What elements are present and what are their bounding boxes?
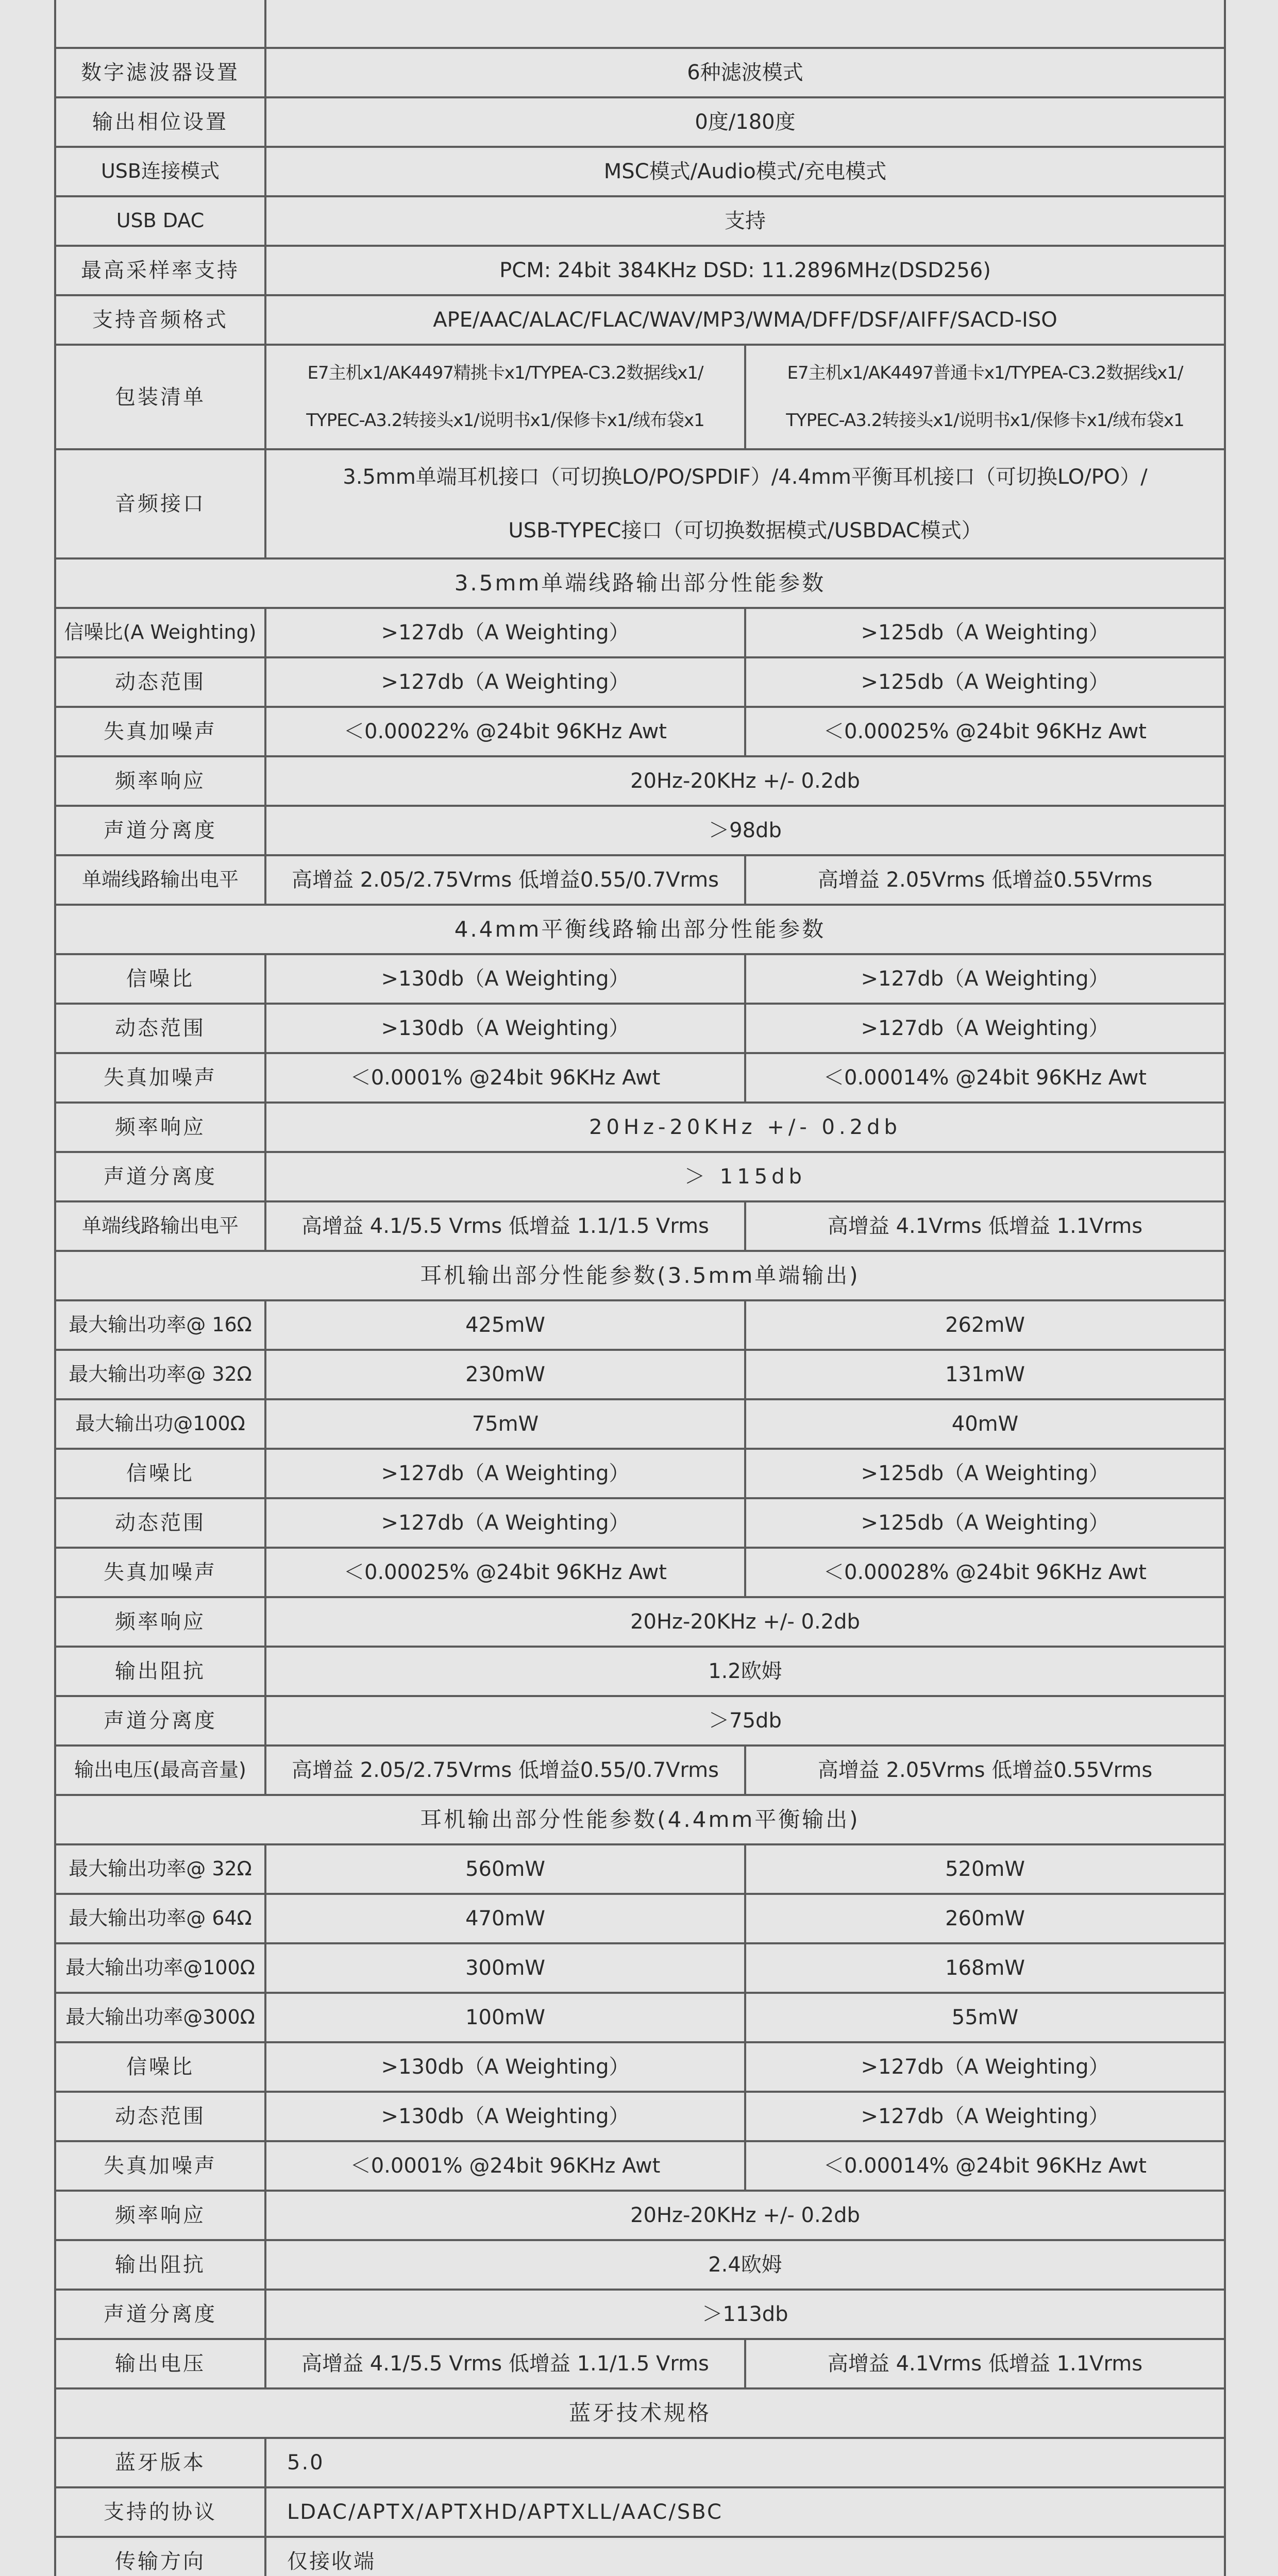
spec-label: 失真加噪声 xyxy=(55,1548,265,1597)
spec-label: USB DAC xyxy=(55,196,265,246)
table-row xyxy=(55,1943,1225,1993)
table-row xyxy=(55,1597,1225,1647)
table-row xyxy=(55,196,1225,246)
spec-value-variant-b: ＜0.00028% @24bit 96KHz Awt xyxy=(745,1548,1225,1597)
spec-label: USB连接模式 xyxy=(55,147,265,196)
section-header-row xyxy=(55,1795,1225,1844)
table-row xyxy=(55,1894,1225,1943)
spec-value-variant-a: 75mW xyxy=(265,1399,745,1449)
spec-value-variant-a: ＜0.0001% @24bit 96KHz Awt xyxy=(265,2141,745,2191)
spec-value: ＞ 115db xyxy=(265,1152,1225,1201)
packing-list-line: TYPEC-A3.2转接头x1/说明书x1/保修卡x1/绒布袋x1 xyxy=(306,410,704,431)
spec-value-variant-a: >130db（A Weighting） xyxy=(265,2092,745,2141)
spec-value-variant-a: 300mW xyxy=(265,1943,745,1993)
table-row xyxy=(55,2240,1225,2290)
table-row xyxy=(55,1053,1225,1103)
audio-ports-line: USB-TYPEC接口（可切换数据模式/USBDAC模式） xyxy=(508,519,982,543)
spec-value: 20Hz-20KHz +/- 0.2db xyxy=(265,1103,1225,1152)
table-row xyxy=(55,1647,1225,1696)
spec-label: 最大输出功率@ 32Ω xyxy=(55,1844,265,1894)
spec-value-variant-a: 高增益 2.05/2.75Vrms 低增益0.55/0.7Vrms xyxy=(265,1745,745,1795)
spec-value-variant-a: >130db（A Weighting） xyxy=(265,1004,745,1053)
spec-label: 最大输出功率@100Ω xyxy=(55,1943,265,1993)
spec-value: 1.2欧姆 xyxy=(265,1647,1225,1696)
spec-value-variant-a: >130db（A Weighting） xyxy=(265,2042,745,2092)
table-row xyxy=(55,1350,1225,1399)
section-title: 耳机输出部分性能参数(3.5mm单端输出) xyxy=(55,1251,1225,1300)
spec-value-variant-b: 高增益 4.1Vrms 低增益 1.1Vrms xyxy=(745,2339,1225,2388)
spec-value-variant-b: 高增益 4.1Vrms 低增益 1.1Vrms xyxy=(745,1201,1225,1251)
spec-value: 仅接收端 xyxy=(265,2537,1225,2576)
packing-list-variant-a xyxy=(265,345,745,449)
table-row xyxy=(55,2290,1225,2339)
table-row xyxy=(55,1152,1225,1201)
spec-value-variant-b: ＜0.00014% @24bit 96KHz Awt xyxy=(745,1053,1225,1103)
spec-value-variant-a: ＜0.00025% @24bit 96KHz Awt xyxy=(265,1548,745,1597)
spec-value-variant-a: 100mW xyxy=(265,1993,745,2042)
spec-value-variant-b: >125db（A Weighting） xyxy=(745,608,1225,657)
spec-value-variant-a: 高增益 4.1/5.5 Vrms 低增益 1.1/1.5 Vrms xyxy=(265,2339,745,2388)
table-row xyxy=(55,1201,1225,1251)
spec-label: 单端线路输出电平 xyxy=(55,1201,265,1251)
section-header-row xyxy=(55,2388,1225,2438)
spec-value-variant-b: >125db（A Weighting） xyxy=(745,1449,1225,1498)
table-row xyxy=(55,2092,1225,2141)
table-row xyxy=(55,1103,1225,1152)
table-row xyxy=(55,246,1225,295)
spec-value-variant-b: 168mW xyxy=(745,1943,1225,1993)
table-row xyxy=(55,48,1225,97)
spec-value-variant-a: ＜0.00022% @24bit 96KHz Awt xyxy=(265,707,745,756)
table-row xyxy=(55,1399,1225,1449)
spec-label: 失真加噪声 xyxy=(55,1053,265,1103)
spec-value: 2.4欧姆 xyxy=(265,2240,1225,2290)
table-row xyxy=(55,608,1225,657)
spec-value-variant-b: 520mW xyxy=(745,1844,1225,1894)
spec-label: 动态范围 xyxy=(55,1498,265,1548)
spec-value-variant-a: 230mW xyxy=(265,1350,745,1399)
spec-label: 失真加噪声 xyxy=(55,2141,265,2191)
spec-label: 信噪比 xyxy=(55,1449,265,1498)
spec-value-variant-a: >127db（A Weighting） xyxy=(265,608,745,657)
table-row xyxy=(55,1300,1225,1350)
spec-label: 信噪比(A Weighting) xyxy=(55,608,265,657)
section-header-row xyxy=(55,905,1225,954)
table-row xyxy=(55,1696,1225,1745)
spec-label: 输出阻抗 xyxy=(55,2240,265,2290)
spec-value: 20Hz-20KHz +/- 0.2db xyxy=(265,756,1225,806)
audio-ports-value xyxy=(265,449,1225,558)
packing-list-variant-b xyxy=(745,345,1225,449)
spec-value-variant-b: >125db（A Weighting） xyxy=(745,657,1225,707)
spec-value-variant-b: ＜0.00014% @24bit 96KHz Awt xyxy=(745,2141,1225,2191)
spec-label: 最大输出功@100Ω xyxy=(55,1399,265,1449)
spec-value: 6种滤波模式 xyxy=(265,48,1225,97)
spec-value: 20Hz-20KHz +/- 0.2db xyxy=(265,1597,1225,1647)
spec-label: 输出电压 xyxy=(55,2339,265,2388)
spec-label: 失真加噪声 xyxy=(55,707,265,756)
section-header-row xyxy=(55,1251,1225,1300)
table-row xyxy=(55,1498,1225,1548)
spec-value-variant-b: >127db（A Weighting） xyxy=(745,1004,1225,1053)
table-row xyxy=(55,2339,1225,2388)
spec-label: 声道分离度 xyxy=(55,2290,265,2339)
spec-value-variant-a: >127db（A Weighting） xyxy=(265,657,745,707)
spec-table-body xyxy=(55,0,1225,2576)
section-title: 3.5mm单端线路输出部分性能参数 xyxy=(55,558,1225,608)
spec-value-variant-a: >127db（A Weighting） xyxy=(265,1449,745,1498)
spec-label: 最大输出功率@ 32Ω xyxy=(55,1350,265,1399)
section-title: 耳机输出部分性能参数(4.4mm平衡输出) xyxy=(55,1795,1225,1844)
spec-label: 最高采样率支持 xyxy=(55,246,265,295)
table-row xyxy=(55,1449,1225,1498)
table-row xyxy=(55,1548,1225,1597)
spec-table xyxy=(54,0,1226,2576)
spec-value-variant-a: 470mW xyxy=(265,1894,745,1943)
spec-value-variant-b: 260mW xyxy=(745,1894,1225,1943)
spec-value-variant-b: 高增益 2.05Vrms 低增益0.55Vrms xyxy=(745,1745,1225,1795)
spec-value-variant-b: >125db（A Weighting） xyxy=(745,1498,1225,1548)
spec-value: 0度/180度 xyxy=(265,97,1225,147)
spec-value: ＞113db xyxy=(265,2290,1225,2339)
spec-label: 动态范围 xyxy=(55,657,265,707)
spec-value xyxy=(265,0,1225,48)
table-row xyxy=(55,295,1225,345)
table-row xyxy=(55,1004,1225,1053)
spec-label: 频率响应 xyxy=(55,1103,265,1152)
spec-value: ＞75db xyxy=(265,1696,1225,1745)
spec-label: 声道分离度 xyxy=(55,806,265,855)
spec-value-variant-b: 55mW xyxy=(745,1993,1225,2042)
spec-label: 最大输出功率@ 64Ω xyxy=(55,1894,265,1943)
spec-value: 支持 xyxy=(265,196,1225,246)
spec-label: 声道分离度 xyxy=(55,1152,265,1201)
table-row xyxy=(55,2537,1225,2576)
section-header-row xyxy=(55,558,1225,608)
spec-value-variant-b: >127db（A Weighting） xyxy=(745,2092,1225,2141)
spec-value-variant-a: ＜0.0001% @24bit 96KHz Awt xyxy=(265,1053,745,1103)
spec-value-variant-b: 262mW xyxy=(745,1300,1225,1350)
table-row xyxy=(55,449,1225,558)
spec-value-variant-b: 131mW xyxy=(745,1350,1225,1399)
spec-label: 数字滤波器设置 xyxy=(55,48,265,97)
table-row xyxy=(55,657,1225,707)
packing-list-line: E7主机x1/AK4497普通卡x1/TYPEA-C3.2数据线x1/ xyxy=(787,362,1183,383)
spec-value: 20Hz-20KHz +/- 0.2db xyxy=(265,2191,1225,2240)
table-row xyxy=(55,954,1225,1004)
spec-value-variant-a: 高增益 4.1/5.5 Vrms 低增益 1.1/1.5 Vrms xyxy=(265,1201,745,1251)
spec-label: 频率响应 xyxy=(55,1597,265,1647)
spec-label: 支持的协议 xyxy=(55,2487,265,2537)
section-title: 蓝牙技术规格 xyxy=(55,2388,1225,2438)
spec-value: ＞98db xyxy=(265,806,1225,855)
spec-label: 信噪比 xyxy=(55,2042,265,2092)
spec-value: PCM: 24bit 384KHz DSD: 11.2896MHz(DSD256) xyxy=(265,246,1225,295)
spec-label: 动态范围 xyxy=(55,1004,265,1053)
spec-value-variant-a: 425mW xyxy=(265,1300,745,1350)
spec-label: 传输方向 xyxy=(55,2537,265,2576)
spec-label: 信噪比 xyxy=(55,954,265,1004)
table-row xyxy=(55,855,1225,905)
spec-value-variant-b: 高增益 2.05Vrms 低增益0.55Vrms xyxy=(745,855,1225,905)
table-row xyxy=(55,0,1225,48)
spec-value-variant-a: >130db（A Weighting） xyxy=(265,954,745,1004)
table-row xyxy=(55,345,1225,449)
table-row xyxy=(55,2141,1225,2191)
table-row xyxy=(55,97,1225,147)
packing-list-line: TYPEC-A3.2转接头x1/说明书x1/保修卡x1/绒布袋x1 xyxy=(786,410,1184,431)
table-row xyxy=(55,2042,1225,2092)
table-row xyxy=(55,2438,1225,2487)
table-row xyxy=(55,806,1225,855)
spec-label: 最大输出功率@ 16Ω xyxy=(55,1300,265,1350)
spec-label: 最大输出功率@300Ω xyxy=(55,1993,265,2042)
spec-label: 包装清单 xyxy=(55,345,265,449)
spec-label: 输出阻抗 xyxy=(55,1647,265,1696)
spec-label: 声道分离度 xyxy=(55,1696,265,1745)
spec-value: LDAC/APTX/APTXHD/APTXLL/AAC/SBC xyxy=(265,2487,1225,2537)
spec-label: 音频接口 xyxy=(55,449,265,558)
spec-value-variant-b: >127db（A Weighting） xyxy=(745,954,1225,1004)
table-row xyxy=(55,707,1225,756)
section-title: 4.4mm平衡线路输出部分性能参数 xyxy=(55,905,1225,954)
spec-value-variant-b: ＜0.00025% @24bit 96KHz Awt xyxy=(745,707,1225,756)
packing-list-line: E7主机x1/AK4497精挑卡x1/TYPEA-C3.2数据线x1/ xyxy=(307,362,703,383)
spec-value: APE/AAC/ALAC/FLAC/WAV/MP3/WMA/DFF/DSF/AIFF/SACD-ISO xyxy=(265,295,1225,345)
spec-value: MSC模式/Audio模式/充电模式 xyxy=(265,147,1225,196)
table-row xyxy=(55,1745,1225,1795)
table-row xyxy=(55,1993,1225,2042)
spec-label: 蓝牙版本 xyxy=(55,2438,265,2487)
spec-value-variant-b: >127db（A Weighting） xyxy=(745,2042,1225,2092)
spec-label xyxy=(55,0,265,48)
spec-value: 5.0 xyxy=(265,2438,1225,2487)
table-row xyxy=(55,147,1225,196)
spec-label: 单端线路输出电平 xyxy=(55,855,265,905)
spec-value-variant-b: 40mW xyxy=(745,1399,1225,1449)
spec-value-variant-a: 560mW xyxy=(265,1844,745,1894)
spec-label: 动态范围 xyxy=(55,2092,265,2141)
spec-label: 频率响应 xyxy=(55,2191,265,2240)
spec-label: 频率响应 xyxy=(55,756,265,806)
spec-label: 输出相位设置 xyxy=(55,97,265,147)
spec-value-variant-a: >127db（A Weighting） xyxy=(265,1498,745,1548)
table-row xyxy=(55,1844,1225,1894)
table-row xyxy=(55,2191,1225,2240)
spec-label: 输出电压(最高音量) xyxy=(55,1745,265,1795)
audio-ports-line: 3.5mm单端耳机接口（可切换LO/PO/SPDIF）/4.4mm平衡耳机接口（可切换LO/PO）/ xyxy=(343,465,1148,489)
spec-label: 支持音频格式 xyxy=(55,295,265,345)
table-row xyxy=(55,756,1225,806)
spec-value-variant-a: 高增益 2.05/2.75Vrms 低增益0.55/0.7Vrms xyxy=(265,855,745,905)
table-row xyxy=(55,2487,1225,2537)
